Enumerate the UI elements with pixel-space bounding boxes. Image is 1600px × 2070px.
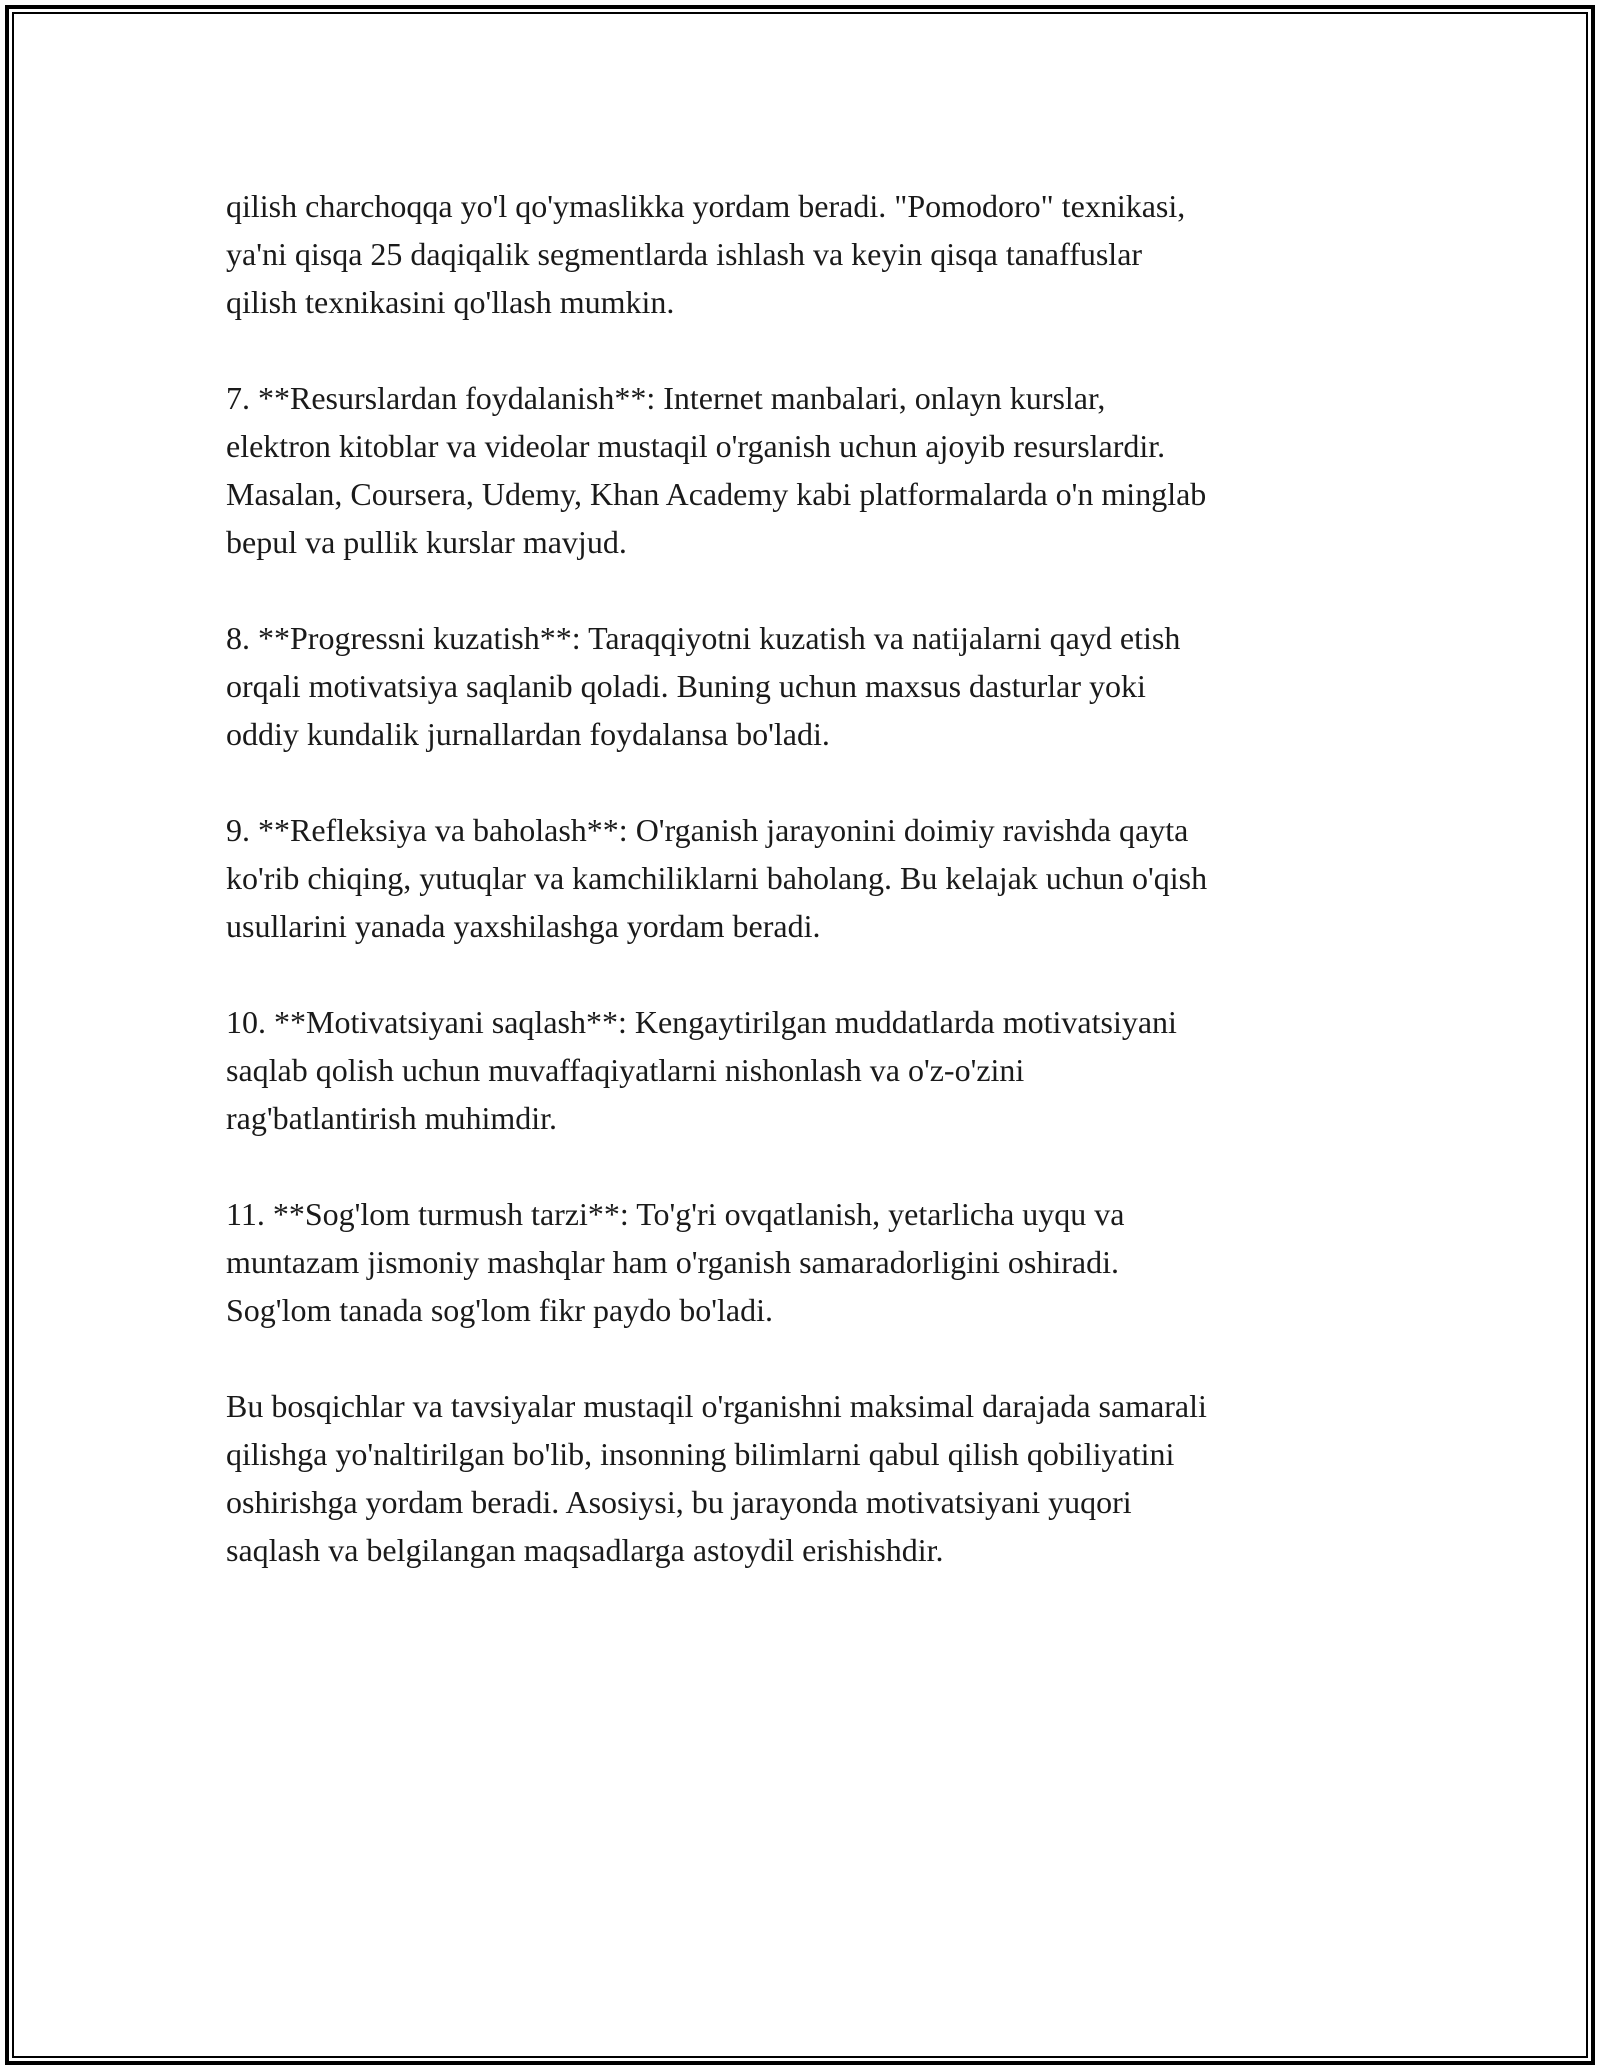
list-item-9-reflection — [226, 806, 1376, 950]
list-item-11-healthy-lifestyle — [226, 1190, 1376, 1334]
text-line: ko'rib chiqing, yutuqlar va kamchiliklarni baholang. Bu kelajak uchun o'qish — [226, 860, 1208, 896]
text-line: qilish texnikasini qo'llash mumkin. — [226, 284, 675, 320]
text-line: elektron kitoblar va videolar mustaqil o'rganish uchun ajoyib resurslardir. — [226, 428, 1166, 464]
paragraph-conclusion — [226, 1382, 1376, 1574]
list-item-8-progress — [226, 614, 1376, 758]
text-line: bepul va pullik kurslar mavjud. — [226, 524, 627, 560]
text-line: orqali motivatsiya saqlanib qoladi. Buning uchun maxsus dasturlar yoki — [226, 668, 1146, 704]
list-item-10-motivation — [226, 998, 1376, 1142]
text-line: 7. **Resurslardan foydalanish**: Internet manbalari, onlayn kurslar, — [226, 380, 1106, 416]
paragraph-pomodoro-continuation — [226, 182, 1376, 326]
text-line: Sog'lom tanada sog'lom fikr paydo bo'ladi. — [226, 1292, 773, 1328]
list-item-7-resources — [226, 374, 1376, 566]
text-line: usullarini yanada yaxshilashga yordam beradi. — [226, 908, 821, 944]
text-line: 9. **Refleksiya va baholash**: O'rganish jarayonini doimiy ravishda qayta — [226, 812, 1189, 848]
text-line: 8. **Progressni kuzatish**: Taraqqiyotni kuzatish va natijalarni qayd etish — [226, 620, 1181, 656]
text-line: Bu bosqichlar va tavsiyalar mustaqil o'rganishni maksimal darajada samarali — [226, 1388, 1207, 1424]
text-line: oshirishga yordam beradi. Asosiysi, bu jarayonda motivatsiyani yuqori — [226, 1484, 1132, 1520]
text-line: qilishga yo'naltirilgan bo'lib, insonning bilimlarni qabul qilish qobiliyatini — [226, 1436, 1175, 1472]
text-line: muntazam jismoniy mashqlar ham o'rganish samaradorligini oshiradi. — [226, 1244, 1119, 1280]
text-line: oddiy kundalik jurnallardan foydalansa bo'ladi. — [226, 716, 830, 752]
text-line: 11. **Sog'lom turmush tarzi**: To'g'ri ovqatlanish, yetarlicha uyqu va — [226, 1196, 1125, 1232]
text-line: saqlab qolish uchun muvaffaqiyatlarni nishonlash va o'z-o'zini — [226, 1052, 1025, 1088]
text-line: rag'batlantirish muhimdir. — [226, 1100, 558, 1136]
text-line: qilish charchoqqa yo'l qo'ymaslikka yordam beradi. "Pomodoro" texnikasi, — [226, 188, 1186, 224]
document-body — [226, 182, 1376, 1622]
text-line: ya'ni qisqa 25 daqiqalik segmentlarda ishlash va keyin qisqa tanaffuslar — [226, 236, 1143, 272]
text-line: Masalan, Coursera, Udemy, Khan Academy kabi platformalarda o'n minglab — [226, 476, 1207, 512]
text-line: saqlash va belgilangan maqsadlarga astoydil erishishdir. — [226, 1532, 944, 1568]
text-line: 10. **Motivatsiyani saqlash**: Kengaytirilgan muddatlarda motivatsiyani — [226, 1004, 1177, 1040]
